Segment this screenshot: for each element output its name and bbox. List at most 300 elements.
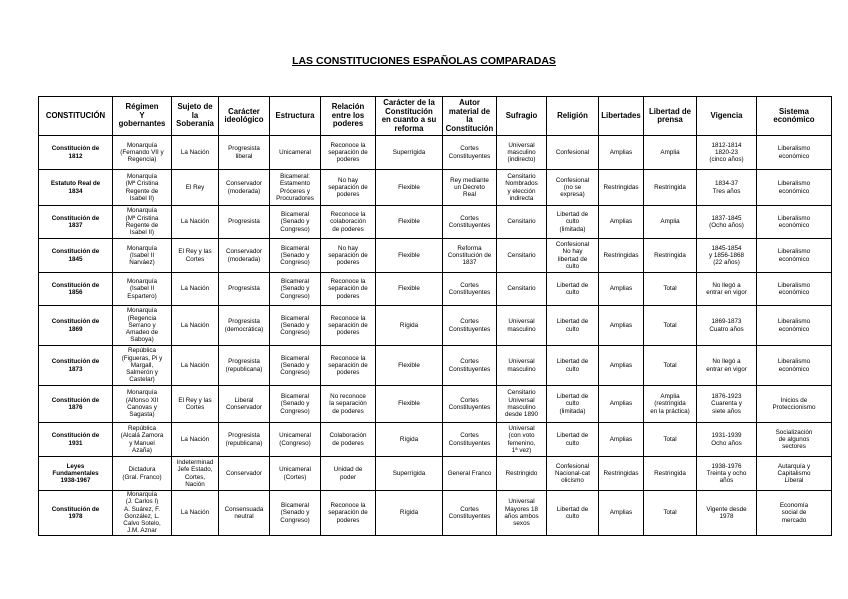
table-cell bbox=[321, 386, 376, 423]
cell-value: Rígida bbox=[399, 321, 419, 329]
cell-value: Monarquía (J. Carlos I) A. Suárez, F. González, L. Calvo Sotelo, J.M. Aznar bbox=[123, 491, 161, 535]
table-cell bbox=[599, 491, 644, 536]
cell-value: Monarquía (Alfonso XII Canovas y Sagasta) bbox=[125, 389, 159, 419]
table-cell bbox=[113, 136, 172, 170]
cell-value: Amplias bbox=[609, 285, 633, 293]
table-cell bbox=[547, 423, 599, 457]
table-cell bbox=[644, 306, 697, 346]
table-cell bbox=[757, 239, 832, 273]
table-cell bbox=[644, 239, 697, 273]
cell-value: General Franco bbox=[447, 469, 492, 477]
table-cell bbox=[321, 170, 376, 206]
table-cell bbox=[443, 306, 497, 346]
table-cell bbox=[270, 239, 321, 273]
table-cell bbox=[113, 423, 172, 457]
cell-value: Reconoce la separación de poderes bbox=[328, 354, 368, 377]
table-cell bbox=[757, 346, 832, 386]
cell-value: Libertad de culto bbox=[556, 281, 589, 296]
table-cell bbox=[376, 346, 443, 386]
table-row bbox=[39, 136, 832, 170]
column-header-label: Régimen Y gobernantes bbox=[118, 102, 166, 129]
constitution-name: Constitución de 1845 bbox=[51, 248, 100, 263]
table-row bbox=[39, 423, 832, 457]
table-cell bbox=[219, 273, 270, 306]
column-header bbox=[697, 97, 757, 136]
column-header-label: Relación entre los poderes bbox=[331, 102, 365, 129]
table-cell bbox=[547, 346, 599, 386]
cell-value: Monarquía (Isabel II Narváez) bbox=[126, 244, 158, 267]
table-cell bbox=[547, 239, 599, 273]
table-cell bbox=[644, 136, 697, 170]
cell-value: 1876-1923 Cuarenta y siete años bbox=[711, 393, 742, 415]
cell-value: Amplias bbox=[609, 435, 633, 443]
cell-value: Rey mediante un Decreto Real bbox=[450, 176, 489, 199]
cell-value: Censitario bbox=[507, 218, 536, 226]
table-cell bbox=[443, 491, 497, 536]
table-cell bbox=[443, 136, 497, 170]
table-cell bbox=[376, 491, 443, 536]
cell-value: Liberalismo económico bbox=[777, 214, 811, 229]
constitution-name-cell bbox=[39, 423, 113, 457]
table-cell bbox=[757, 423, 832, 457]
cell-value: Progresista bbox=[228, 285, 260, 293]
table-cell bbox=[497, 386, 547, 423]
table-cell bbox=[376, 306, 443, 346]
table-cell bbox=[547, 206, 599, 239]
table-cell bbox=[219, 239, 270, 273]
table-cell bbox=[497, 206, 547, 239]
table-cell bbox=[270, 423, 321, 457]
table-cell bbox=[547, 273, 599, 306]
cell-value: Flexible bbox=[398, 183, 420, 191]
cell-value: República (Alcalá Zamora y Manuel Azaña) bbox=[120, 424, 164, 454]
table-cell bbox=[697, 491, 757, 536]
cell-value: Consensuada neutral bbox=[224, 505, 264, 520]
cell-value: Superrígida bbox=[392, 469, 426, 477]
table-cell bbox=[219, 346, 270, 386]
cell-value: Restringidas bbox=[603, 183, 639, 191]
cell-value: No llegó a entrar en vigor bbox=[706, 281, 747, 296]
table-cell bbox=[443, 239, 497, 273]
constitutions-table bbox=[38, 96, 832, 536]
cell-value: Flexible bbox=[398, 218, 420, 226]
table-cell bbox=[547, 136, 599, 170]
table-cell bbox=[219, 206, 270, 239]
cell-value: Restringida bbox=[654, 183, 686, 191]
table-cell bbox=[172, 273, 219, 306]
cell-value: Monarquía (Regencia Serrano y Amadeo de Saboya) bbox=[125, 307, 159, 344]
table-cell bbox=[644, 423, 697, 457]
table-cell bbox=[376, 239, 443, 273]
constitution-name: Constitución de 1873 bbox=[51, 358, 100, 373]
table-cell bbox=[547, 491, 599, 536]
cell-value: Monarquía (Isabel II Espartero) bbox=[126, 278, 158, 300]
table-cell bbox=[172, 491, 219, 536]
table-cell bbox=[172, 170, 219, 206]
column-header-label: Sistema económico bbox=[773, 106, 815, 124]
cell-value: Monarquía (Mª Cristina Regente de Isabel II) bbox=[125, 207, 159, 237]
cell-value: Cortes Constituyentes bbox=[448, 281, 491, 296]
table-cell bbox=[443, 457, 497, 491]
table-cell bbox=[599, 206, 644, 239]
constitution-name: Constitución de 1876 bbox=[51, 396, 100, 411]
cell-value: Progresista (democrática) bbox=[224, 318, 264, 333]
cell-value: Amplias bbox=[609, 400, 633, 408]
table-cell bbox=[270, 136, 321, 170]
cell-value: 1869-1873 Cuatro años bbox=[709, 318, 744, 333]
column-header-label: Libertad de prensa bbox=[648, 106, 692, 124]
table-cell bbox=[599, 136, 644, 170]
table-cell bbox=[697, 423, 757, 457]
cell-value: Censitario Nombrados y elección indirecta bbox=[505, 172, 538, 202]
cell-value: La Nación bbox=[180, 148, 210, 156]
table-row bbox=[39, 386, 832, 423]
table-row bbox=[39, 491, 832, 536]
constitution-name-cell bbox=[39, 206, 113, 239]
cell-value: Censitario bbox=[507, 285, 536, 293]
cell-value: Restringidas bbox=[603, 251, 639, 259]
cell-value: Liberalismo económico bbox=[777, 180, 811, 195]
cell-value: Progresista bbox=[228, 218, 260, 226]
column-header bbox=[270, 97, 321, 136]
cell-value: 1812-1814 1820-23 (cinco años) bbox=[709, 141, 744, 164]
table-cell bbox=[443, 273, 497, 306]
cell-value: La Nación bbox=[180, 285, 210, 293]
column-header-label: Sufragio bbox=[505, 110, 538, 120]
table-cell bbox=[644, 273, 697, 306]
constitution-name-cell bbox=[39, 346, 113, 386]
cell-value: El Rey bbox=[185, 183, 205, 191]
cell-value: Bicameral (Senado y Congreso) bbox=[280, 393, 310, 415]
table-cell bbox=[172, 136, 219, 170]
column-header bbox=[321, 97, 376, 136]
table-cell bbox=[697, 386, 757, 423]
table-cell bbox=[321, 239, 376, 273]
column-header bbox=[644, 97, 697, 136]
column-header-label: Sujeto de la Soberanía bbox=[176, 102, 214, 129]
cell-value: Conservador (moderada) bbox=[225, 180, 263, 195]
cell-value: Amplias bbox=[609, 361, 633, 369]
table-cell bbox=[547, 170, 599, 206]
table-cell bbox=[497, 170, 547, 206]
cell-value: No hay separación de poderes bbox=[328, 176, 368, 199]
cell-value: Cortes Constituyentes bbox=[448, 396, 491, 411]
cell-value: Confesional (no se expresa) bbox=[555, 176, 590, 199]
cell-value: Liberalismo económico bbox=[777, 248, 811, 263]
table-cell bbox=[697, 346, 757, 386]
cell-value: Cortes Constituyentes bbox=[448, 318, 491, 333]
cell-value: 1938-1976 Treinta y ocho años bbox=[706, 462, 747, 485]
table-cell bbox=[547, 457, 599, 491]
cell-value: Unicameral bbox=[279, 148, 311, 156]
table-cell bbox=[497, 306, 547, 346]
constitution-name-cell bbox=[39, 170, 113, 206]
table-cell bbox=[497, 239, 547, 273]
constitution-name: Constitución de 1978 bbox=[51, 505, 100, 520]
cell-value: Cortes Constituyentes bbox=[448, 214, 491, 229]
table-cell bbox=[219, 457, 270, 491]
cell-value: Inicios de Proteccionismo bbox=[772, 396, 816, 411]
cell-value: Libertad de culto bbox=[556, 358, 589, 373]
cell-value: Flexible bbox=[398, 251, 420, 259]
table-cell bbox=[697, 170, 757, 206]
cell-value: No llegó a entrar en vigor bbox=[706, 358, 747, 373]
table-cell bbox=[443, 170, 497, 206]
cell-value: Total bbox=[663, 321, 677, 329]
table-cell bbox=[443, 423, 497, 457]
table-cell bbox=[172, 206, 219, 239]
column-header-label: Libertades bbox=[601, 110, 641, 120]
table-cell bbox=[321, 346, 376, 386]
cell-value: Confesional No hay libertad de culto bbox=[555, 240, 590, 270]
cell-value: Superrígida bbox=[392, 148, 426, 156]
column-header-label: Estructura bbox=[275, 110, 315, 120]
cell-value: Autarquía y Capitalismo Liberal bbox=[777, 462, 811, 485]
table-cell bbox=[443, 346, 497, 386]
table-cell bbox=[757, 491, 832, 536]
cell-value: Flexible bbox=[398, 400, 420, 408]
table-cell bbox=[443, 386, 497, 423]
table-row bbox=[39, 346, 832, 386]
table-cell bbox=[113, 170, 172, 206]
table-cell bbox=[757, 136, 832, 170]
cell-value: Censitario bbox=[507, 251, 536, 259]
cell-value: 1834-37 Tres años bbox=[712, 180, 741, 195]
table-cell bbox=[547, 306, 599, 346]
cell-value: Rígida bbox=[399, 435, 419, 443]
table-cell bbox=[321, 457, 376, 491]
cell-value: Confesional bbox=[555, 148, 590, 156]
cell-value: No hay separación de poderes bbox=[328, 244, 368, 267]
table-cell bbox=[219, 306, 270, 346]
cell-value: Progresista liberal bbox=[228, 145, 260, 160]
table-cell bbox=[547, 386, 599, 423]
cell-value: Amplia (restringida en la práctica) bbox=[650, 393, 690, 415]
cell-value: La Nación bbox=[180, 218, 210, 226]
table-cell bbox=[757, 457, 832, 491]
cell-value: La Nación bbox=[180, 321, 210, 329]
cell-value: Amplias bbox=[609, 509, 633, 517]
cell-value: Bicameral (Senado y Congreso) bbox=[280, 211, 310, 233]
cell-value: Bicameral: Estamento Próceres y Procuradores bbox=[276, 172, 314, 202]
column-header bbox=[599, 97, 644, 136]
cell-value: Amplias bbox=[609, 218, 633, 226]
constitution-name: Constitución de 1869 bbox=[51, 318, 100, 333]
cell-value: Restringida bbox=[654, 251, 686, 259]
constitution-name: Constitución de 1837 bbox=[51, 214, 100, 229]
table-cell bbox=[757, 170, 832, 206]
table-row bbox=[39, 239, 832, 273]
column-header bbox=[497, 97, 547, 136]
table-cell bbox=[757, 306, 832, 346]
cell-value: Amplias bbox=[609, 321, 633, 329]
cell-value: Monarquía (Fernando VII y Regencia) bbox=[120, 141, 164, 164]
table-cell bbox=[172, 306, 219, 346]
table-cell bbox=[321, 491, 376, 536]
constitution-name-cell bbox=[39, 239, 113, 273]
table-cell bbox=[172, 239, 219, 273]
cell-value: No reconoce la separación de poderes bbox=[329, 393, 367, 415]
column-header bbox=[443, 97, 497, 136]
table-cell bbox=[321, 273, 376, 306]
cell-value: Colaboración de poderes bbox=[329, 432, 367, 447]
table-cell bbox=[599, 239, 644, 273]
cell-value: Reconoce la separación de poderes bbox=[328, 141, 368, 164]
cell-value: El Rey y las Cortes bbox=[178, 396, 212, 411]
cell-value: Liberalismo económico bbox=[777, 145, 811, 160]
cell-value: La Nación bbox=[180, 435, 210, 443]
table-cell bbox=[644, 491, 697, 536]
cell-value: Vigente desde 1978 bbox=[706, 505, 747, 520]
table-cell bbox=[757, 273, 832, 306]
cell-value: Conservador bbox=[225, 469, 263, 477]
table-cell bbox=[443, 206, 497, 239]
table-cell bbox=[644, 457, 697, 491]
constitution-name-cell bbox=[39, 306, 113, 346]
table-cell bbox=[113, 306, 172, 346]
cell-value: Cortes Constituyentes bbox=[448, 432, 491, 447]
cell-value: Libertad de culto bbox=[556, 505, 589, 520]
table-cell bbox=[497, 273, 547, 306]
table-cell bbox=[219, 386, 270, 423]
table-cell bbox=[644, 170, 697, 206]
table-row bbox=[39, 273, 832, 306]
cell-value: Universal masculino bbox=[507, 318, 536, 333]
table-cell bbox=[697, 273, 757, 306]
cell-value: Universal (con voto femenino, 1ª vez) bbox=[507, 424, 536, 454]
constitution-name: Leyes Fundamentales 1938-1967 bbox=[52, 462, 99, 485]
cell-value: Amplias bbox=[609, 148, 633, 156]
column-header-label: CONSTITUCIÓN bbox=[45, 110, 106, 120]
table-cell bbox=[219, 491, 270, 536]
cell-value: Confesional Nacional-cat olicismo bbox=[555, 462, 590, 485]
table-header-row bbox=[39, 97, 832, 136]
table-cell bbox=[599, 273, 644, 306]
cell-value: Monarquía (Mª Cristina Regente de Isabel II) bbox=[125, 172, 159, 202]
table-cell bbox=[321, 136, 376, 170]
table-cell bbox=[376, 170, 443, 206]
table-cell bbox=[113, 491, 172, 536]
constitution-name-cell bbox=[39, 457, 113, 491]
constitution-name-cell bbox=[39, 136, 113, 170]
table-cell bbox=[113, 386, 172, 423]
table-cell bbox=[113, 346, 172, 386]
cell-value: Dictadura (Gral. Franco) bbox=[122, 466, 162, 481]
cell-value: Bicameral (Senado y Congreso) bbox=[280, 354, 310, 377]
cell-value: Unidad de poder bbox=[333, 466, 363, 481]
constitution-name-cell bbox=[39, 386, 113, 423]
cell-value: Flexible bbox=[398, 361, 420, 369]
cell-value: Unicameral (Congreso) bbox=[279, 432, 311, 447]
cell-value: La Nación bbox=[180, 509, 210, 517]
cell-value: Socialización de algunos sectores bbox=[775, 428, 813, 451]
cell-value: Unicameral (Cortes) bbox=[279, 466, 311, 481]
constitution-name: Constitución de 1856 bbox=[51, 281, 100, 296]
table-cell bbox=[270, 386, 321, 423]
cell-value: Liberalismo económico bbox=[777, 358, 811, 373]
column-header bbox=[547, 97, 599, 136]
table-cell bbox=[172, 346, 219, 386]
table-cell bbox=[697, 136, 757, 170]
table-cell bbox=[172, 423, 219, 457]
table-cell bbox=[697, 457, 757, 491]
table-cell bbox=[270, 170, 321, 206]
cell-value: Restringido bbox=[505, 469, 538, 477]
table-cell bbox=[270, 306, 321, 346]
table-cell bbox=[376, 386, 443, 423]
cell-value: Liberalismo económico bbox=[777, 318, 811, 333]
table-cell bbox=[376, 273, 443, 306]
column-header-label: Religión bbox=[557, 110, 588, 120]
table-cell bbox=[219, 136, 270, 170]
cell-value: Indeterminad Jefe Estado, Cortes, Nación bbox=[176, 458, 214, 488]
cell-value: Liberalismo económico bbox=[777, 281, 811, 296]
constitution-name: Estatuto Real de 1834 bbox=[50, 180, 101, 195]
cell-value: Libertad de culto (limitada) bbox=[556, 211, 589, 233]
table-cell bbox=[757, 206, 832, 239]
constitution-name-cell bbox=[39, 491, 113, 536]
cell-value: Libertad de culto bbox=[556, 318, 589, 333]
cell-value: Liberal Conservador bbox=[225, 396, 263, 411]
table-cell bbox=[219, 423, 270, 457]
table-cell bbox=[172, 386, 219, 423]
table-cell bbox=[172, 457, 219, 491]
cell-value: Restringida bbox=[654, 469, 686, 477]
table-cell bbox=[599, 386, 644, 423]
table-cell bbox=[376, 457, 443, 491]
table-cell bbox=[599, 306, 644, 346]
table-row bbox=[39, 170, 832, 206]
column-header-label: Vigencia bbox=[710, 110, 743, 120]
cell-value: Flexible bbox=[398, 285, 420, 293]
table-cell bbox=[644, 346, 697, 386]
table-cell bbox=[697, 306, 757, 346]
table-cell bbox=[113, 457, 172, 491]
table-cell bbox=[376, 423, 443, 457]
cell-value: Rígida bbox=[399, 509, 419, 517]
column-header bbox=[172, 97, 219, 136]
table-cell bbox=[497, 423, 547, 457]
cell-value: Universal masculino bbox=[507, 358, 536, 373]
cell-value: Total bbox=[663, 285, 677, 293]
cell-value: Amplia bbox=[660, 148, 680, 156]
cell-value: Reconoce la colaboración de poderes bbox=[330, 211, 366, 233]
table-cell bbox=[644, 386, 697, 423]
table-cell bbox=[697, 239, 757, 273]
table-cell bbox=[599, 423, 644, 457]
constitution-name: Constitución de 1931 bbox=[51, 432, 100, 447]
table-cell bbox=[113, 239, 172, 273]
table-cell bbox=[644, 206, 697, 239]
cell-value: Universal Mayores 18 años ambos sexos bbox=[504, 498, 539, 528]
document-title: LAS CONSTITUCIONES ESPAÑOLAS COMPARADAS bbox=[292, 55, 556, 67]
table-cell bbox=[270, 457, 321, 491]
table-cell bbox=[599, 346, 644, 386]
cell-value: Total bbox=[663, 435, 677, 443]
column-header-label: Carácter ideológico bbox=[224, 106, 264, 124]
cell-value: Bicameral (Senado y Congreso) bbox=[280, 314, 310, 337]
cell-value: Libertad de culto bbox=[556, 432, 589, 447]
cell-value: 1837-1845 (Ocho años) bbox=[709, 214, 744, 229]
table-cell bbox=[497, 457, 547, 491]
column-header bbox=[39, 97, 113, 136]
table-cell bbox=[599, 170, 644, 206]
table-cell bbox=[270, 273, 321, 306]
cell-value: Cortes Constituyentes bbox=[448, 505, 491, 520]
table-cell bbox=[270, 346, 321, 386]
cell-value: Bicameral (Senado y Congreso) bbox=[280, 278, 310, 300]
column-header bbox=[113, 97, 172, 136]
